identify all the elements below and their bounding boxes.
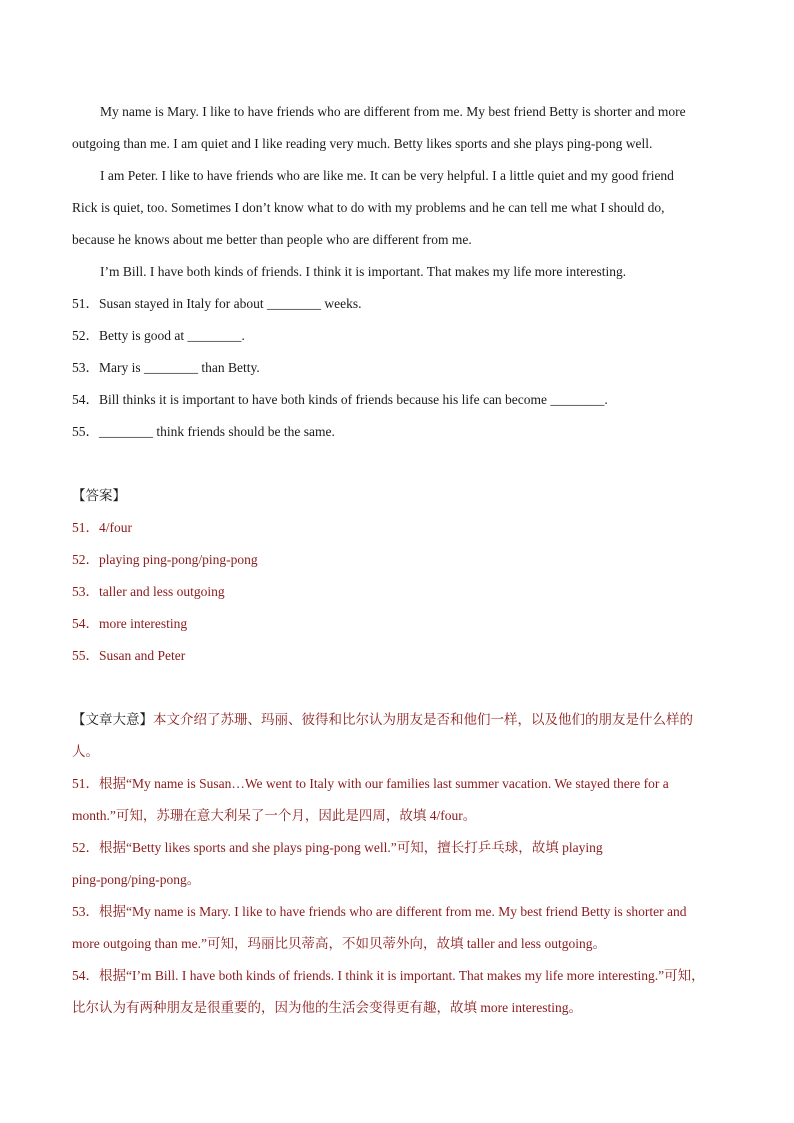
summary-label: 【文章大意】 (72, 712, 153, 727)
answer-text: more interesting (99, 616, 188, 631)
answer-list (72, 512, 732, 672)
answer-item (72, 608, 732, 640)
question-number: 54． (72, 392, 99, 407)
answer-section-title: 【答案】 (72, 488, 126, 503)
answer-number: 51． (72, 520, 99, 535)
question-number: 51． (72, 296, 99, 311)
explanation-51-line-2: month.”可知，苏珊在意大利呆了一个月，因此是四周，故填 4/four。 (72, 808, 477, 823)
answer-item (72, 640, 732, 672)
explanation-53-line-2: more outgoing than me.”可知，玛丽比贝蒂高，不如贝蒂外向，故填 taller and less outgoing。 (72, 936, 606, 951)
answer-item (72, 512, 732, 544)
question-text: ________ think friends should be the same. (99, 424, 335, 439)
explanation-52-line-1: 52．根据“Betty likes sports and she plays ping-pong well.”可知，擅长打乒乓球，故填 playing (72, 840, 603, 855)
summary-line-1 (72, 704, 732, 736)
answer-text: Susan and Peter (99, 648, 186, 663)
question-number: 52． (72, 328, 99, 343)
spacer (72, 672, 732, 704)
answer-text: 4/four (99, 520, 132, 535)
question-item (72, 384, 732, 416)
summary-line-2: 人。 (72, 744, 99, 759)
passage-mary-line-2: outgoing than me. I am quiet and I like reading very much. Betty likes sports and she plays ping-pong well. (72, 136, 653, 151)
passage-peter-line-3: because he knows about me better than people who are different from me. (72, 232, 472, 247)
passage-mary-line-1: My name is Mary. I like to have friends who are different from me. My best friend Betty is shorter and more (100, 104, 686, 119)
explanation-54-line-1: 54．根据“I’m Bill. I have both kinds of friends. I think it is important. That makes my life more interesting.”可知， (72, 968, 705, 983)
explanation-51-line-1: 51．根据“My name is Susan…We went to Italy with our families last summer vacation. We stayed there for a (72, 776, 669, 791)
answer-number: 53． (72, 584, 99, 599)
document-page (72, 96, 732, 1024)
summary-text: 本文介绍了苏珊、玛丽、彼得和比尔认为朋友是否和他们一样，以及他们的朋友是什么样的 (153, 712, 693, 727)
answer-item (72, 576, 732, 608)
explanation-53-line-1: 53．根据“My name is Mary. I like to have friends who are different from me. My best friend Betty is shorter and (72, 904, 687, 919)
passage-bill-line-1: I’m Bill. I have both kinds of friends. I think it is important. That makes my life more interesting. (100, 264, 627, 279)
question-text: Mary is ________ than Betty. (99, 360, 260, 375)
spacer (72, 448, 732, 480)
question-list (72, 288, 732, 448)
question-item (72, 288, 732, 320)
answer-text: taller and less outgoing (99, 584, 225, 599)
question-text: Bill thinks it is important to have both kinds of friends because his life can become ________. (99, 392, 608, 407)
passage-peter-line-2: Rick is quiet, too. Sometimes I don’t know what to do with my problems and he can tell me what I should do, (72, 200, 665, 215)
answer-text: playing ping-pong/ping-pong (99, 552, 258, 567)
question-item (72, 352, 732, 384)
question-item (72, 416, 732, 448)
question-text: Susan stayed in Italy for about ________ weeks. (99, 296, 362, 311)
question-item (72, 320, 732, 352)
question-number: 53． (72, 360, 99, 375)
question-text: Betty is good at ________. (99, 328, 245, 343)
explanation-52-line-2: ping-pong/ping-pong。 (72, 872, 201, 887)
explanation-54-line-2: 比尔认为有两种朋友是很重要的，因为他的生活会变得更有趣，故填 more interesting。 (72, 1000, 582, 1015)
answer-item (72, 544, 732, 576)
answer-number: 54． (72, 616, 99, 631)
answer-number: 55． (72, 648, 99, 663)
passage-peter-line-1: I am Peter. I like to have friends who are like me. It can be very helpful. I a little quiet and my good friend (100, 168, 674, 183)
answer-number: 52． (72, 552, 99, 567)
question-number: 55． (72, 424, 99, 439)
